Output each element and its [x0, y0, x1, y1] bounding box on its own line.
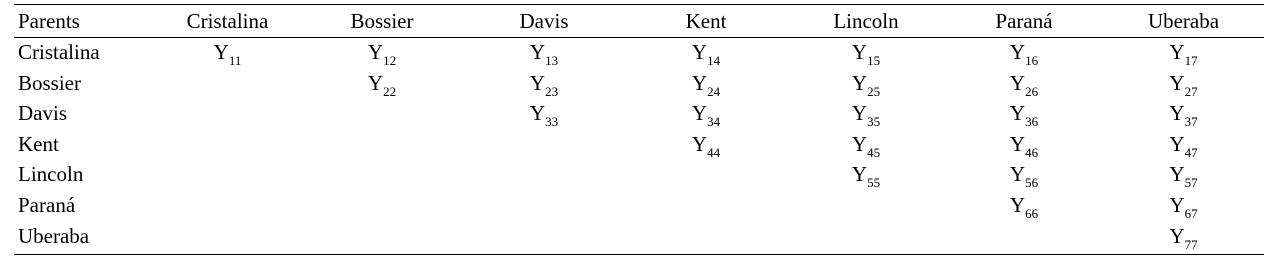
cross-symbol: Y — [1009, 131, 1026, 156]
cross-value — [851, 162, 881, 191]
cross-value — [367, 40, 397, 68]
table-cell — [625, 193, 787, 224]
table-cell — [301, 71, 463, 102]
table-cell — [154, 224, 301, 255]
cross-symbol: Y — [1169, 131, 1185, 156]
table-cell — [945, 101, 1103, 132]
cross-value — [1169, 70, 1198, 99]
cross-symbol: Y — [1169, 40, 1185, 64]
cross-subscript: 35 — [867, 114, 881, 130]
table-cell — [154, 71, 301, 102]
table-cell — [463, 71, 625, 102]
cross-value — [1009, 192, 1039, 221]
row-label: Paraná — [18, 192, 76, 217]
table-cell — [945, 193, 1103, 224]
table-cell — [301, 224, 463, 255]
table-cell — [463, 162, 625, 193]
table-cell — [625, 101, 787, 132]
row-label: Bossier — [18, 70, 81, 95]
cross-symbol: Y — [691, 131, 708, 156]
cross-symbol: Y — [1169, 101, 1185, 126]
cross-subscript: 36 — [1025, 114, 1039, 130]
row-label: Cristalina — [18, 40, 100, 64]
cross-value — [1169, 40, 1198, 68]
column-header-3: Davis — [519, 8, 569, 33]
cross-subscript: 56 — [1025, 175, 1039, 191]
table-cell — [154, 132, 301, 163]
cross-symbol: Y — [367, 40, 384, 64]
cross-value — [851, 40, 881, 68]
cross-value — [1009, 101, 1039, 130]
cross-subscript: 25 — [867, 83, 881, 99]
cross-value — [691, 131, 721, 160]
cross-subscript: 26 — [1025, 83, 1039, 99]
table-cell — [1103, 162, 1264, 193]
table-row — [14, 224, 1264, 255]
table-row — [14, 162, 1264, 193]
cross-symbol: Y — [367, 70, 384, 95]
cross-subscript: 44 — [707, 144, 721, 160]
cross-symbol: Y — [851, 162, 868, 187]
cross-subscript: 57 — [1184, 175, 1198, 191]
table-cell — [625, 71, 787, 102]
table-row — [14, 193, 1264, 224]
row-label: Lincoln — [18, 162, 84, 187]
cross-symbol: Y — [691, 70, 708, 95]
table-cell — [1103, 101, 1264, 132]
cross-subscript: 77 — [1184, 236, 1198, 252]
cross-symbol: Y — [851, 101, 868, 126]
table-cell — [945, 38, 1103, 71]
column-header-4: Kent — [685, 8, 727, 33]
table-cell — [945, 71, 1103, 102]
table-cell — [945, 224, 1103, 255]
table-cell — [1103, 38, 1264, 71]
cross-symbol: Y — [1169, 223, 1185, 248]
table-cell — [625, 132, 787, 163]
table-cell — [625, 162, 787, 193]
table-cell — [625, 224, 787, 255]
row-label: Davis — [18, 101, 67, 126]
cross-subscript: 17 — [1184, 53, 1198, 68]
cross-value — [213, 40, 242, 68]
cross-value — [691, 70, 721, 99]
table-cell — [945, 132, 1103, 163]
cross-symbol: Y — [691, 101, 708, 126]
table-cell — [154, 193, 301, 224]
cross-subscript: 24 — [707, 83, 721, 99]
table-cell — [787, 162, 945, 193]
cross-subscript: 67 — [1184, 205, 1198, 221]
cross-symbol: Y — [1009, 40, 1026, 64]
cross-symbol: Y — [1009, 162, 1026, 187]
table-cell — [301, 38, 463, 71]
table-row — [14, 38, 1264, 71]
cross-value — [1009, 40, 1039, 68]
cross-subscript: 11 — [228, 53, 242, 68]
cross-subscript: 34 — [707, 114, 721, 130]
cross-value — [1169, 162, 1198, 191]
cross-value — [691, 40, 721, 68]
cross-subscript: 14 — [707, 53, 721, 68]
cross-subscript: 12 — [383, 53, 397, 68]
table-cell — [463, 101, 625, 132]
cross-value — [1169, 131, 1198, 160]
table-cell — [625, 38, 787, 71]
cross-subscript: 46 — [1025, 144, 1039, 160]
cross-subscript: 16 — [1025, 53, 1039, 68]
cross-subscript: 47 — [1184, 144, 1198, 160]
cross-value — [691, 101, 721, 130]
diallel-table-container — [14, 4, 1264, 255]
cross-value — [529, 70, 559, 99]
cross-symbol: Y — [1169, 162, 1185, 187]
cross-symbol: Y — [851, 40, 868, 64]
table-cell — [1103, 71, 1264, 102]
cross-subscript: 23 — [545, 83, 559, 99]
cross-value — [367, 70, 397, 99]
header-row — [14, 5, 1264, 38]
column-header-6: Paraná — [995, 8, 1053, 33]
table-header — [14, 5, 1264, 38]
table-cell — [463, 38, 625, 71]
cross-symbol: Y — [529, 40, 546, 64]
cross-subscript: 13 — [545, 53, 559, 68]
column-header-5: Lincoln — [833, 8, 899, 33]
column-header-7: Uberaba — [1147, 8, 1220, 33]
table-cell — [787, 193, 945, 224]
table-cell — [787, 132, 945, 163]
cross-symbol: Y — [529, 70, 546, 95]
cross-value — [1009, 131, 1039, 160]
cross-symbol: Y — [691, 40, 708, 64]
cross-value — [851, 70, 881, 99]
table-cell — [1103, 132, 1264, 163]
column-header-1: Cristalina — [186, 8, 269, 33]
table-cell — [154, 38, 301, 71]
cross-subscript: 55 — [867, 175, 881, 191]
table-cell — [301, 101, 463, 132]
table-cell — [787, 101, 945, 132]
table-cell — [154, 101, 301, 132]
cross-symbol: Y — [1009, 101, 1026, 126]
cross-symbol: Y — [529, 101, 546, 126]
cross-symbol: Y — [851, 131, 868, 156]
cross-symbol: Y — [1169, 70, 1185, 95]
table-body — [14, 38, 1264, 255]
table-cell — [463, 193, 625, 224]
cross-subscript: 27 — [1184, 83, 1198, 99]
table-cell — [787, 71, 945, 102]
cross-value — [1169, 223, 1198, 252]
table-cell — [301, 193, 463, 224]
cross-value — [529, 40, 559, 68]
cross-subscript: 45 — [867, 144, 881, 160]
row-label: Kent — [18, 131, 59, 156]
cross-subscript: 15 — [867, 53, 881, 68]
cross-symbol: Y — [213, 40, 229, 64]
table-cell — [463, 224, 625, 255]
cross-value — [529, 101, 559, 130]
table-row — [14, 132, 1264, 163]
table-cell — [945, 162, 1103, 193]
cross-value — [851, 131, 881, 160]
cross-value — [1009, 70, 1039, 99]
cross-value — [1009, 162, 1039, 191]
table-row — [14, 71, 1264, 102]
cross-symbol: Y — [1009, 70, 1026, 95]
cross-value — [851, 101, 881, 130]
column-header-parents: Parents — [18, 8, 80, 33]
table-cell — [463, 132, 625, 163]
column-header-2: Bossier — [350, 8, 414, 33]
cross-symbol: Y — [851, 70, 868, 95]
table-row — [14, 101, 1264, 132]
table-cell — [787, 38, 945, 71]
table-cell — [301, 132, 463, 163]
cross-value — [1169, 192, 1198, 221]
cross-symbol: Y — [1009, 192, 1026, 217]
cross-value — [1169, 101, 1198, 130]
table-cell — [154, 162, 301, 193]
cross-subscript: 66 — [1025, 205, 1039, 221]
cross-subscript: 33 — [545, 114, 559, 130]
diallel-table — [14, 4, 1264, 255]
table-cell — [301, 162, 463, 193]
cross-subscript: 37 — [1184, 114, 1198, 130]
table-cell — [1103, 193, 1264, 224]
table-cell — [787, 224, 945, 255]
cross-subscript: 22 — [383, 83, 397, 99]
cross-symbol: Y — [1169, 192, 1185, 217]
row-label: Uberaba — [18, 223, 90, 248]
table-cell — [1103, 224, 1264, 255]
